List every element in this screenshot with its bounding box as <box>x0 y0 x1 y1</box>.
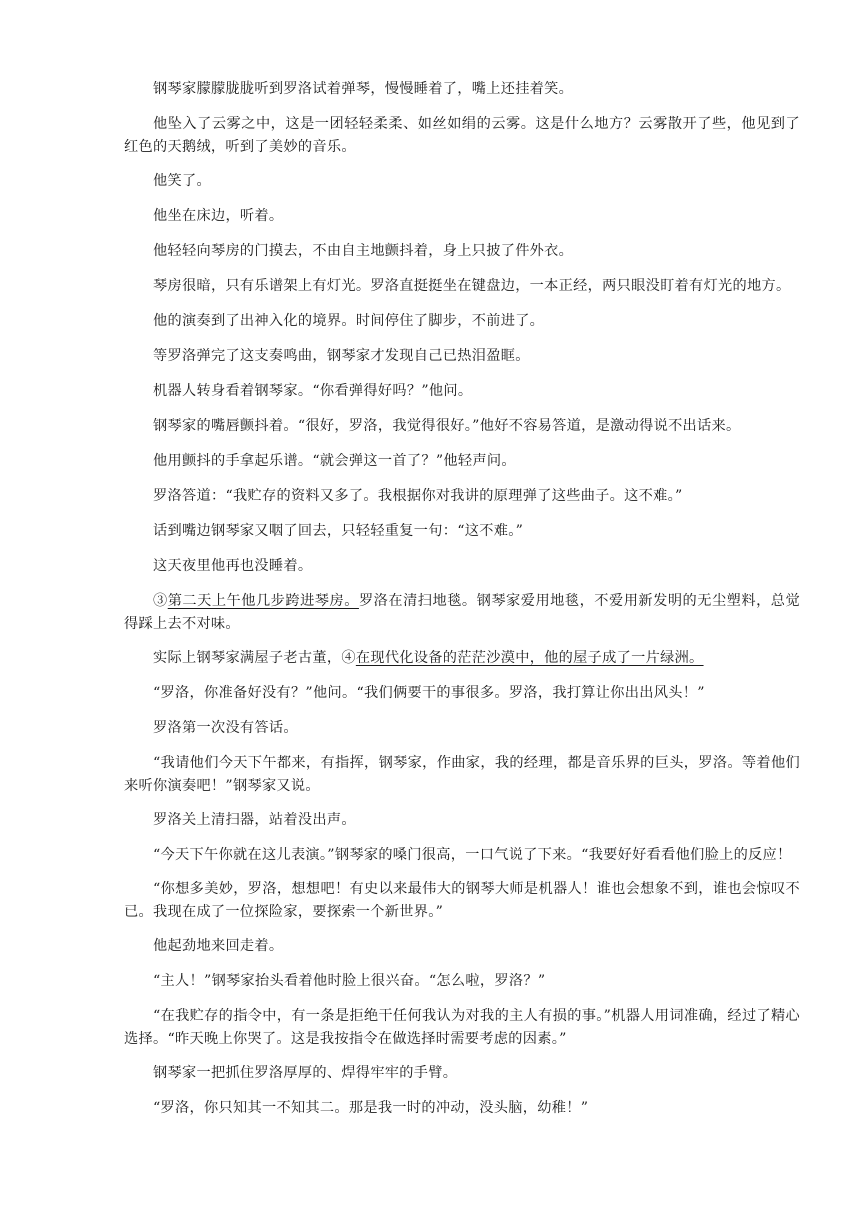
paragraph: 罗洛关上清扫器，站着没出声。 <box>153 812 356 828</box>
paragraph: “在我贮存的指令中，有一条是拒绝干任何我认为对我的主人有损的事。”机器人用词准确，经过了精心选择。“昨天晚上你哭了。这是我按指令在做选择时需要考虑的因素。” <box>124 1008 800 1047</box>
annotation-marker: ③ <box>153 593 168 609</box>
paragraph-annotated-3 <box>124 590 800 636</box>
underlined-sentence: 第二天上午他几步跨进琴房。 <box>167 593 359 609</box>
paragraph: 等罗洛弹完了这支奏鸣曲，钢琴家才发现自己已热泪盈眶。 <box>153 348 530 364</box>
annotation-marker: ④ <box>341 650 356 666</box>
paragraph-annotated-4 <box>124 647 800 670</box>
paragraph: 罗洛第一次没有答话。 <box>153 720 298 736</box>
paragraph: 他用颤抖的手拿起乐谱。“就会弹这一首了？”他轻声问。 <box>153 453 516 469</box>
paragraph: 他坠入了云雾之中，这是一团轻轻柔柔、如丝如绢的云雾。这是什么地方？云雾散开了些，他见到了红色的天鹅绒，听到了美妙的音乐。 <box>124 116 800 155</box>
paragraph: 话到嘴边钢琴家又咽了回去，只轻轻重复一句：“这不难。” <box>153 523 524 539</box>
paragraph: “今天下午你就在这儿表演。”钢琴家的嗓门很高，一口气说了下来。“我要好好看看他们脸上的反应！ <box>153 847 792 863</box>
paragraph: “主人！”钢琴家抬头看着他时脸上很兴奋。“怎么啦，罗洛？” <box>153 973 546 989</box>
paragraph-text: 罗洛在清扫地毯。钢琴家爱用地毯，不爱用新发明的无尘塑料，总觉得踩上去不对味。 <box>124 593 800 632</box>
paragraph: “罗洛，你准备好没有？”他问。“我们俩要干的事很多。罗洛，我打算让你出出风头！” <box>153 685 705 701</box>
paragraph: “罗洛，你只知其一不知其二。那是我一时的冲动，没头脑，幼稚！” <box>153 1100 589 1116</box>
document-body <box>124 78 800 1132</box>
paragraph: 罗洛答道：“我贮存的资料又多了。我根据你对我讲的原理弹了这些曲子。这不难。” <box>153 488 683 504</box>
paragraph: 他坐在床边，听着。 <box>153 208 284 224</box>
paragraph: 这天夜里他再也没睡着。 <box>153 558 313 574</box>
paragraph-text: 实际上钢琴家满屋子老古董， <box>153 650 342 666</box>
paragraph: 钢琴家朦朦胧胧听到罗洛试着弹琴，慢慢睡着了，嘴上还挂着笑。 <box>153 81 574 97</box>
paragraph: 他起劲地来回走着。 <box>153 938 284 954</box>
paragraph: 钢琴家的嘴唇颤抖着。“很好，罗洛，我觉得很好。”他好不容易答道，是激动得说不出话来。 <box>153 418 741 434</box>
paragraph: 琴房很暗，只有乐谱架上有灯光。罗洛直挺挺坐在键盘边，一本正经，两只眼没盯着有灯光的地方。 <box>153 278 791 294</box>
paragraph: 他笑了。 <box>153 173 211 189</box>
paragraph: “我请他们今天下午都来，有指挥，钢琴家，作曲家，我的经理，都是音乐界的巨头，罗洛。等着他们来听你演奏吧！”钢琴家又说。 <box>124 755 800 794</box>
paragraph: 他轻轻向琴房的门摸去，不由自主地颤抖着，身上只披了件外衣。 <box>153 243 574 259</box>
paragraph: 机器人转身看着钢琴家。“你看弹得好吗？”他问。 <box>153 383 473 399</box>
paragraph: 他的演奏到了出神入化的境界。时间停住了脚步，不前进了。 <box>153 313 545 329</box>
underlined-sentence: 在现代化设备的茫茫沙漠中，他的屋子成了一片绿洲。 <box>355 650 704 666</box>
paragraph: 钢琴家一把抓住罗洛厚厚的、焊得牢牢的手臂。 <box>153 1065 458 1081</box>
paragraph: “你想多美妙，罗洛，想想吧！有史以来最伟大的钢琴大师是机器人！谁也会想象不到，谁也会惊叹不已。我现在成了一位探险家，要探索一个新世界。” <box>124 881 800 920</box>
